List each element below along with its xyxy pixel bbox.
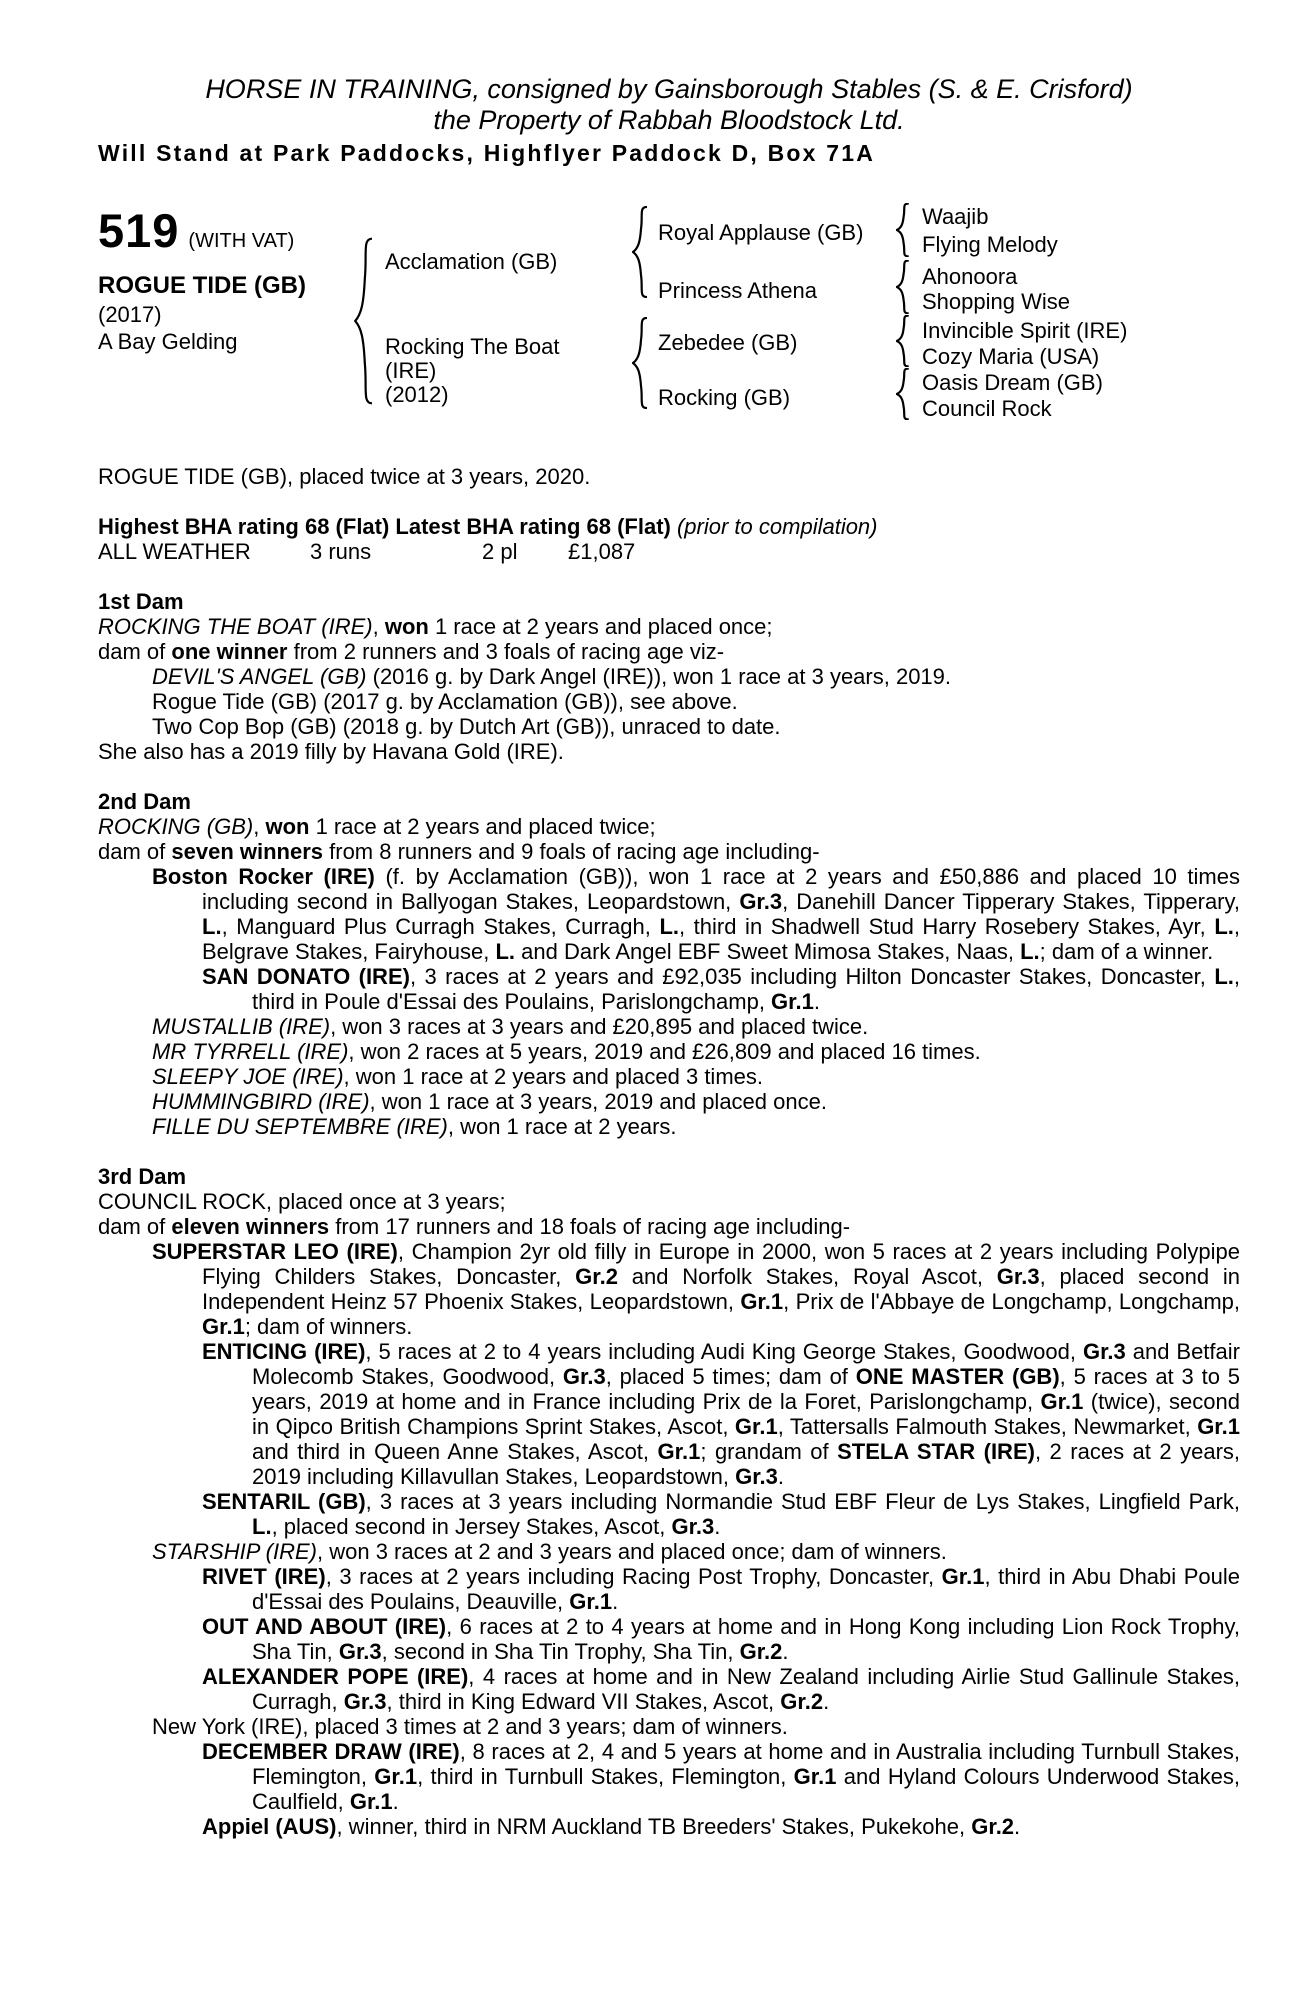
- dam-name-line1: Rocking The Boat: [385, 334, 560, 359]
- great-grandparent-name: Oasis Dream (GB): [922, 370, 1103, 395]
- catalogue-line: DEVIL'S ANGEL (GB) (2016 g. by Dark Angel (IRE)), won 1 race at 3 years, 2019.: [152, 664, 952, 689]
- great-grandparent-name: Cozy Maria (USA): [922, 344, 1100, 369]
- catalogue-line: New York (IRE), placed 3 times at 2 and 3 years; dam of winners.: [152, 1714, 788, 1739]
- race-record-runs: 3 runs: [310, 539, 372, 564]
- catalogue-line: ROCKING (GB), won 1 race at 2 years and placed twice;: [98, 814, 656, 839]
- catalogue-line: Highest BHA rating 68 (Flat) Latest BHA rating 68 (Flat) (prior to compilation): [98, 514, 878, 539]
- catalogue-line: 2nd Dam: [98, 789, 191, 814]
- catalogue-line: OUT AND ABOUT (IRE), 6 races at 2 to 4 years at home and in Hong Kong including Lion Rock Trophy, Sha Tin, Gr.3, second in Sha Tin Trophy, Sha Tin, Gr.2.: [202, 1614, 1240, 1664]
- pedigree-tree: [98, 204, 1240, 454]
- horse-description: A Bay Gelding: [98, 329, 238, 354]
- catalogue-line: SAN DONATO (IRE), 3 races at 2 years and £92,035 including Hilton Doncaster Stakes, Doncaster, L., third in Poule d'Essai des Poulains, Parislongchamp, Gr.1.: [202, 964, 1240, 1014]
- produce-record: [98, 589, 1240, 1839]
- race-record-surface: ALL WEATHER: [98, 539, 251, 564]
- dam-name: [385, 335, 559, 407]
- stand-location-line: Will Stand at Park Paddocks, Highflyer Paddock D, Box 71A: [98, 140, 876, 166]
- header-property-line: the Property of Rabbah Bloodstock Ltd.: [433, 105, 905, 135]
- grandsire-name: Royal Applause (GB): [658, 220, 864, 245]
- catalogue-line: dam of eleven winners from 17 runners and 18 foals of racing age including-: [98, 1214, 851, 1239]
- great-grandparent-name: Ahonoora: [922, 264, 1018, 289]
- great-grandparent-name: Waajib: [922, 204, 989, 229]
- catalogue-line: She also has a 2019 filly by Havana Gold (IRE).: [98, 739, 564, 764]
- catalogue-line: Boston Rocker (IRE) (f. by Acclamation (GB)), won 1 race at 2 years and £50,886 and placed 10 times including second in Ballyogan Stakes, Leopardstown, Gr.3, Danehill Dancer Tipperary Stakes, Tipperary, L., Manguard Plus Curragh Stakes, Curragh, L., third in Shadwell Stud Harry Rosebery Stakes, Ayr, L., Belgrave Stakes, Fairyhouse, L. and Dark Angel EBF Sweet Mimosa Stakes, Naas, L.; dam of a winner.: [152, 864, 1241, 964]
- catalogue-line: RIVET (IRE), 3 races at 2 years including Racing Post Trophy, Doncaster, Gr.1, third in Abu Dhabi Poule d'Essai des Poulains, Deauville, Gr.1.: [202, 1564, 1240, 1614]
- dam-name-line2: (IRE): [385, 358, 437, 383]
- pedigree-brace-dam-parents: [632, 317, 652, 409]
- bha-rating-section: [98, 514, 1240, 539]
- race-record-placings: 2 pl: [482, 539, 518, 564]
- catalogue-line: HUMMINGBIRD (IRE), won 1 race at 3 years, 2019 and placed once.: [152, 1089, 827, 1114]
- great-grandparent-name: Shopping Wise: [922, 289, 1070, 314]
- pedigree-brace-main: [354, 237, 378, 405]
- catalogue-line: COUNCIL ROCK, placed once at 3 years;: [98, 1189, 506, 1214]
- lot-header: [98, 204, 295, 257]
- catalogue-line: DECEMBER DRAW (IRE), 8 races at 2, 4 and 5 years at home and in Australia including Turnbull Stakes, Flemington, Gr.1, third in Turnbull Stakes, Flemington, Gr.1 and Hyland Colours Underwood Stakes, Caulfield, Gr.1.: [202, 1739, 1240, 1814]
- great-grandparent-name: Council Rock: [922, 396, 1052, 421]
- pedigree-brace-sire-parents: [632, 206, 652, 298]
- catalogue-line: ENTICING (IRE), 5 races at 2 to 4 years including Audi King George Stakes, Goodwood, Gr.3 and Betfair Molecomb Stakes, Goodwood, Gr.3, placed 5 times; dam of ONE MASTER (GB), 5 races at 3 to 5 years, 2019 at home and in France including Prix de la Foret, Parislongchamp, Gr.1 (twice), second in Qipco British Champions Sprint Stakes, Ascot, Gr.1, Tattersalls Falmouth Stakes, Newmarket, Gr.1 and third in Queen Anne Stakes, Ascot, Gr.1; grandam of STELA STAR (IRE), 2 races at 2 years, 2019 including Killavullan Stakes, Leopardstown, Gr.3.: [202, 1339, 1241, 1489]
- sire-name: Acclamation (GB): [385, 249, 558, 274]
- foal-year: (2017): [98, 302, 162, 327]
- race-record-earnings: £1,087: [568, 539, 636, 564]
- catalogue-line: SUPERSTAR LEO (IRE), Champion 2yr old filly in Europe in 2000, won 5 races at 2 years including Polypipe Flying Childers Stakes, Doncaster, Gr.2 and Norfolk Stakes, Royal Ascot, Gr.3, placed second in Independent Heinz 57 Phoenix Stakes, Leopardstown, Gr.1, Prix de l'Abbaye de Longchamp, Longchamp, Gr.1; dam of winners.: [152, 1239, 1241, 1339]
- race-record-row: [98, 539, 1240, 564]
- dam-name-line3: (2012): [385, 382, 449, 407]
- granddam-name: Princess Athena: [658, 278, 817, 303]
- pedigree-brace-ggp: [896, 203, 913, 257]
- catalogue-line: MR TYRRELL (IRE), won 2 races at 5 years, 2019 and £26,809 and placed 16 times.: [152, 1039, 981, 1064]
- pedigree-brace-ggp: [896, 368, 913, 420]
- catalogue-line: SLEEPY JOE (IRE), won 1 race at 2 years and placed 3 times.: [152, 1064, 763, 1089]
- catalogue-line: ROCKING THE BOAT (IRE), won 1 race at 2 years and placed once;: [98, 614, 773, 639]
- catalogue-line: Rogue Tide (GB) (2017 g. by Acclamation (GB)), see above.: [152, 689, 738, 714]
- lot-number: 519: [98, 204, 180, 257]
- pedigree-brace-ggp: [896, 315, 913, 367]
- header-consignor-line: HORSE IN TRAINING, consigned by Gainsborough Stables (S. & E. Crisford): [205, 74, 1133, 104]
- catalogue-line: MUSTALLIB (IRE), won 3 races at 3 years and £20,895 and placed twice.: [152, 1014, 869, 1039]
- great-grandparent-name: Flying Melody: [922, 232, 1058, 257]
- catalogue-line: SENTARIL (GB), 3 races at 3 years including Normandie Stud EBF Fleur de Lys Stakes, Lingfield Park, L., placed second in Jersey Stakes, Ascot, Gr.3.: [202, 1489, 1240, 1539]
- great-grandparent-name: Invincible Spirit (IRE): [922, 318, 1128, 343]
- catalogue-line: ALEXANDER POPE (IRE), 4 races at home and in New Zealand including Airlie Stud Gallinule Stakes, Curragh, Gr.3, third in King Edward VII Stakes, Ascot, Gr.2.: [202, 1664, 1240, 1714]
- catalogue-line: dam of one winner from 2 runners and 3 foals of racing age viz-: [98, 639, 725, 664]
- horse-name: ROGUE TIDE (GB): [98, 272, 306, 299]
- vat-note: (WITH VAT): [188, 230, 295, 252]
- catalogue-line: ROGUE TIDE (GB), placed twice at 3 years, 2020.: [98, 464, 591, 489]
- catalogue-line: 3rd Dam: [98, 1164, 187, 1189]
- race-summary: [98, 464, 1240, 489]
- granddam-name: Rocking (GB): [658, 385, 791, 410]
- catalogue-line: Two Cop Bop (GB) (2018 g. by Dutch Art (GB)), unraced to date.: [152, 714, 781, 739]
- catalogue-line: dam of seven winners from 8 runners and 9 foals of racing age including-: [98, 839, 820, 864]
- catalogue-line: 1st Dam: [98, 589, 184, 614]
- grandsire-name: Zebedee (GB): [658, 330, 798, 355]
- pedigree-brace-ggp: [896, 260, 913, 314]
- catalogue-line: Appiel (AUS), winner, third in NRM Auckland TB Breeders' Stakes, Pukekohe, Gr.2.: [202, 1814, 1021, 1839]
- catalogue-line: FILLE DU SEPTEMBRE (IRE), won 1 race at 2 years.: [152, 1114, 677, 1139]
- catalogue-line: STARSHIP (IRE), won 3 races at 2 and 3 years and placed once; dam of winners.: [152, 1539, 947, 1564]
